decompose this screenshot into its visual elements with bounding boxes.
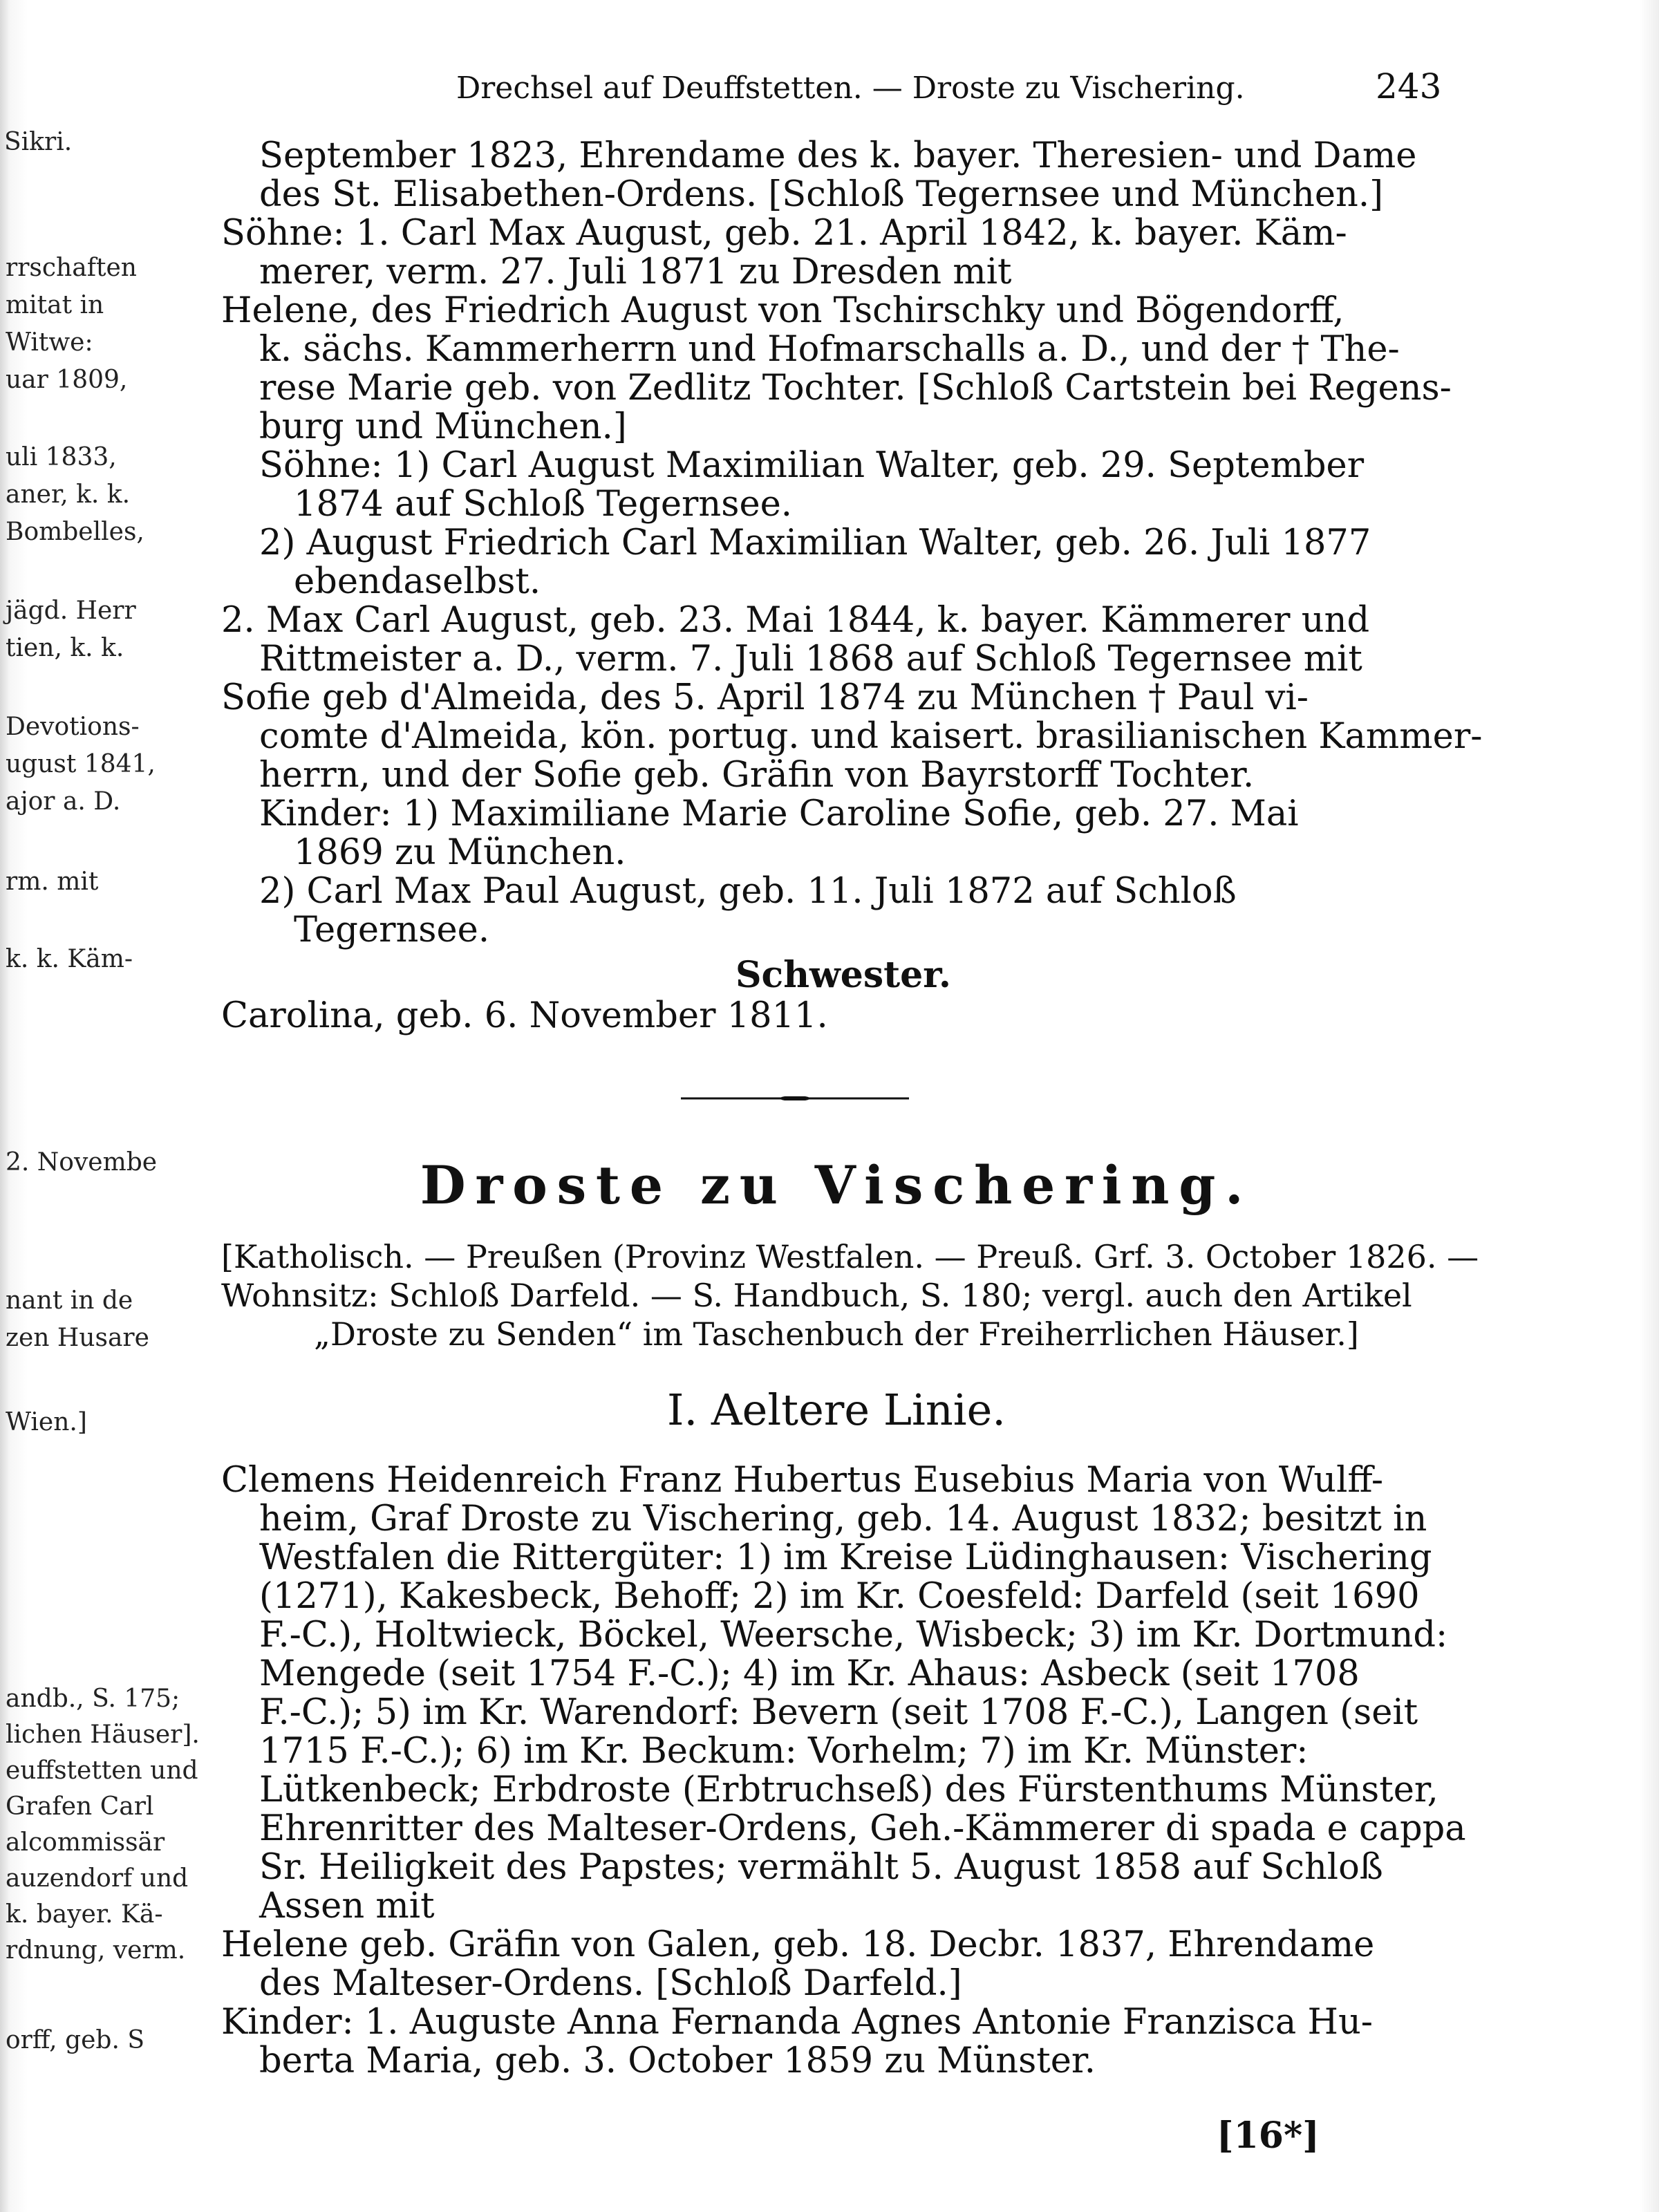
text-line: Sofie geb d'Almeida, des 5. April 1874 zu München † Paul vi- (221, 677, 1309, 718)
body-line: Sr. Heiligkeit des Papstes; vermählt 5. August 1858 auf Schloß (259, 1847, 1383, 1888)
margin-fragment: orff, geb. S (6, 2026, 145, 2054)
text-line: burg und München.] (259, 406, 627, 447)
body-line: berta Maria, geb. 3. October 1859 zu Münster. (259, 2041, 1096, 2081)
body-line: Ehrenritter des Malteser-Ordens, Geh.-Kämmerer di spada e cappa (259, 1808, 1466, 1849)
margin-fragment: mitat in (6, 291, 104, 319)
text-line: Rittmeister a. D., verm. 7. Juli 1868 auf Schloß Tegernsee mit (259, 639, 1362, 679)
body-line: F.-C.), Holtwieck, Böckel, Weersche, Wisbeck; 3) im Kr. Dortmund: (259, 1615, 1448, 1656)
text-line: Helene, des Friedrich August von Tschirschky und Bögendorff, (221, 290, 1344, 331)
body-line: des Malteser-Ordens. [Schloß Darfeld.] (259, 1963, 962, 2004)
body-line: Assen mit (259, 1886, 435, 1927)
margin-fragment: Bombelles, (6, 518, 144, 546)
margin-fragment: tien, k. k. (6, 634, 124, 662)
text-line: September 1823, Ehrendame des k. bayer. Theresien- und Dame (259, 135, 1417, 176)
body-line: F.-C.); 5) im Kr. Warendorf: Bevern (seit 1708 F.-C.), Langen (seit (259, 1692, 1418, 1733)
meta-line: Wohnsitz: Schloß Darfeld. — S. Handbuch, S. 180; vergl. auch den Artikel (221, 1277, 1412, 1314)
margin-fragment: rm. mit (6, 868, 99, 896)
running-title: Drechsel auf Deuffstetten. — Droste zu Vischering. (456, 71, 1245, 106)
meta-line: „Droste zu Senden“ im Taschenbuch der Freiherrlichen Häuser.] (314, 1315, 1359, 1353)
body-line: Westfalen die Rittergüter: 1) im Kreise Lüdinghausen: Vischering (259, 1537, 1432, 1578)
body-line: Mengede (seit 1754 F.-C.); 4) im Kr. Ahaus: Asbeck (seit 1708 (259, 1653, 1360, 1694)
margin-fragment: uar 1809, (6, 366, 128, 394)
subheading: I. Aeltere Linie. (666, 1385, 1006, 1435)
body-line: Kinder: 1. Auguste Anna Fernanda Agnes Antonie Franzisca Hu- (221, 2002, 1374, 2043)
text-line: merer, verm. 27. Juli 1871 zu Dresden mit (259, 252, 1012, 292)
margin-fragment: k. bayer. Kä- (6, 1900, 163, 1929)
margin-fragment: rrschaften (6, 254, 137, 282)
margin-fragment: rdnung, verm. (6, 1936, 186, 1965)
meta-line: [Katholisch. — Preußen (Provinz Westfalen. — Preuß. Grf. 3. October 1826. — (221, 1238, 1479, 1275)
margin-fragment: auzendorf und (6, 1864, 189, 1893)
body-line: Clemens Heidenreich Franz Hubertus Eusebius Maria von Wulff- (221, 1460, 1384, 1501)
text-line: 2) August Friedrich Carl Maximilian Walter, geb. 26. Juli 1877 (259, 523, 1371, 563)
text-line: Tegernsee. (294, 910, 490, 950)
margin-fragment: lichen Häuser]. (6, 1721, 200, 1749)
margin-fragment: Devotions- (6, 713, 140, 741)
text-line: herrn, und der Sofie geb. Gräfin von Bayrstorff Tochter. (259, 755, 1255, 796)
text-line: ebendaselbst. (294, 561, 541, 602)
margin-fragment: Witwe: (6, 328, 93, 357)
margin-fragment: euffstetten und (6, 1756, 198, 1785)
margin-fragment: ajor a. D. (6, 787, 121, 816)
margin-fragment: uli 1833, (6, 443, 117, 471)
body-line: 1715 F.-C.); 6) im Kr. Beckum: Vorhelm; 7) im Kr. Münster: (259, 1731, 1309, 1772)
margin-fragment: nant in de (6, 1286, 133, 1315)
margin-fragment: Sikri. (4, 128, 73, 156)
body-line: Lütkenbeck; Erbdroste (Erbtruchseß) des Fürstenthums Münster, (259, 1770, 1438, 1810)
margin-fragment: 2. Novembe (6, 1148, 158, 1177)
text-line: k. sächs. Kammerherrn und Hofmarschalls a. D., und der † The- (259, 329, 1400, 370)
text-line: rese Marie geb. von Zedlitz Tochter. [Schloß Cartstein bei Regens- (259, 368, 1452, 409)
margin-fragment: andb., S. 175; (6, 1685, 180, 1713)
ornamental-divider (681, 1096, 909, 1100)
page-right-edge (1640, 0, 1659, 2212)
margin-fragment: Grafen Carl (6, 1792, 154, 1821)
margin-fragment: k. k. Käm- (6, 945, 133, 973)
margin-fragment: Wien.] (6, 1408, 87, 1436)
text-line: 2. Max Carl August, geb. 23. Mai 1844, k. bayer. Kämmerer und (221, 600, 1370, 641)
signature-mark: [16*] (1217, 2115, 1320, 2157)
sister-heading: Schwester. (735, 954, 951, 996)
text-line: 1874 auf Schloß Tegernsee. (294, 484, 793, 525)
text-line: 2) Carl Max Paul August, geb. 11. Juli 1872 auf Schloß (259, 871, 1237, 912)
text-line: Söhne: 1. Carl Max August, geb. 21. April 1842, k. bayer. Käm- (221, 213, 1347, 254)
margin-fragment: zen Husare (6, 1324, 149, 1352)
sister-line: Carolina, geb. 6. November 1811. (221, 995, 828, 1036)
text-line: Söhne: 1) Carl August Maximilian Walter, geb. 29. September (259, 445, 1365, 486)
section-title: Droste zu Vischering. (420, 1154, 1253, 1216)
margin-fragment: alcommissär (6, 1828, 165, 1857)
margin-fragment: aner, k. k. (6, 480, 131, 509)
text-line: des St. Elisabethen-Ordens. [Schloß Tegernsee und München.] (259, 174, 1383, 215)
page-number: 243 (1376, 66, 1442, 106)
margin-fragment: jägd. Herr (6, 597, 136, 625)
text-line: 1869 zu München. (294, 832, 626, 873)
body-line: heim, Graf Droste zu Vischering, geb. 14. August 1832; besitzt in (259, 1499, 1427, 1539)
body-line: Helene geb. Gräfin von Galen, geb. 18. Decbr. 1837, Ehrendame (221, 1924, 1375, 1965)
body-line: (1271), Kakesbeck, Behoff; 2) im Kr. Coesfeld: Darfeld (seit 1690 (259, 1576, 1420, 1617)
text-line: Kinder: 1) Maximiliane Marie Caroline Sofie, geb. 27. Mai (259, 794, 1299, 834)
text-line: comte d'Almeida, kön. portug. und kaisert. brasilianischen Kammer- (259, 716, 1483, 757)
margin-fragment: ugust 1841, (6, 750, 156, 778)
